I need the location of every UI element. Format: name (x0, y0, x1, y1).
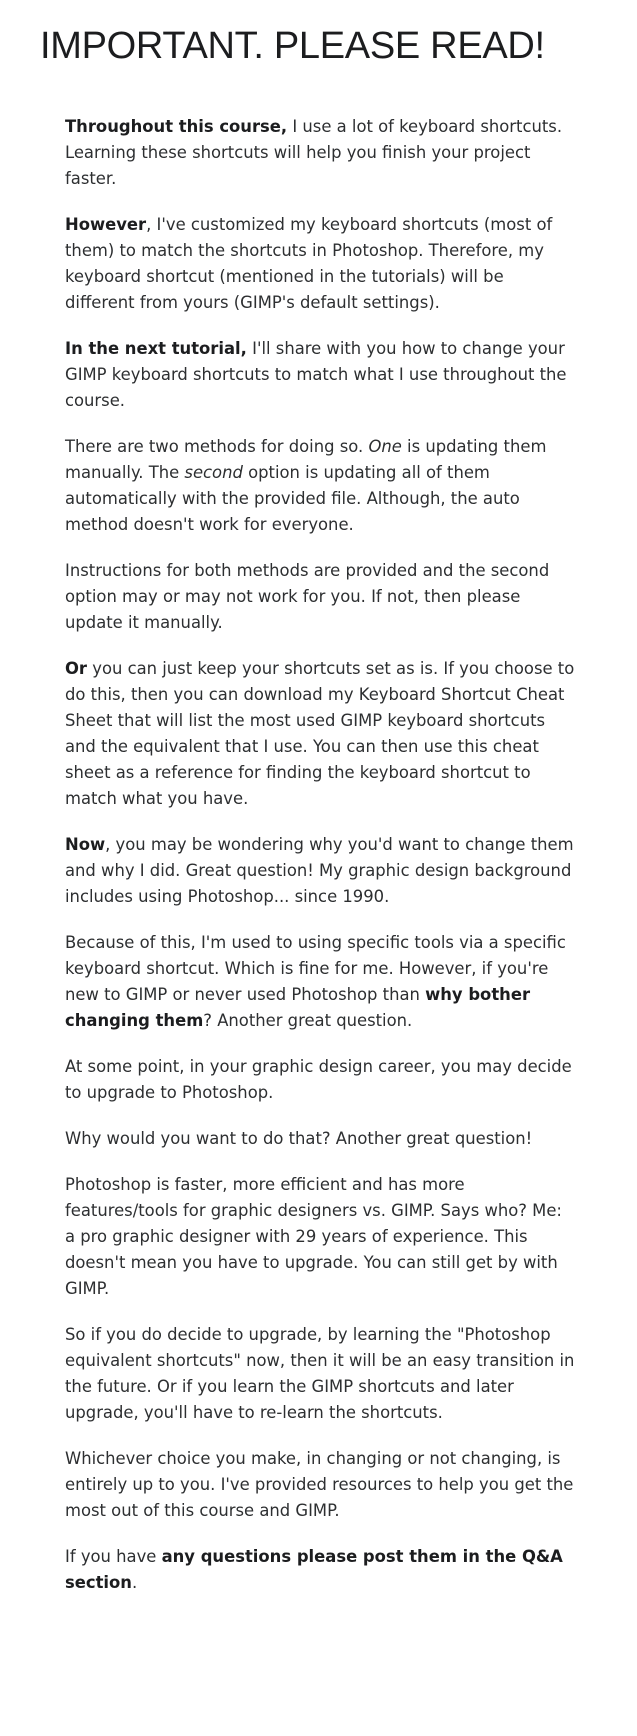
text-segment: Instructions for both methods are provided and the second option may or may not work for you. If not, then please update it manually. (65, 561, 550, 632)
italic-text: second (184, 463, 243, 482)
bold-text: any questions please post them in the Q&A section (65, 1547, 563, 1592)
text-segment: I'll share with you how to change your GIMP keyboard shortcuts to match what I use throughout the course. (65, 339, 567, 410)
bold-text: Throughout this course, (65, 117, 288, 136)
paragraph-cheat-sheet (65, 656, 575, 812)
text-segment: you can just keep your shortcuts set as is. If you choose to do this, then you can download my Keyboard Shortcut Cheat Sheet that will list the most used GIMP keyboard shortcuts and the equivalent that I use. You can then use this cheat sheet as a reference for finding the keyboard shortcut to match what you have. (65, 659, 575, 808)
paragraph-customized-shortcuts (65, 212, 575, 316)
text-segment: So if you do decide to upgrade, by learning the "Photoshop equivalent shortcuts" now, then it will be an easy transition in the future. Or if you learn the GIMP shortcuts and later upgrade, you'll have to re-learn the shortcuts. (65, 1325, 575, 1422)
paragraph-photoshop-faster (65, 1172, 575, 1302)
text-segment: If you have (65, 1547, 162, 1566)
paragraph-choice (65, 1446, 575, 1524)
text-segment: . (131, 1573, 138, 1592)
paragraph-next-tutorial (65, 336, 575, 414)
paragraph-upgrade (65, 1054, 575, 1106)
bold-text: why bother changing them (65, 985, 531, 1030)
italic-text: One (368, 437, 402, 456)
article-body (65, 114, 575, 1616)
bold-text: However (65, 215, 147, 234)
text-segment: , you may be wondering why you'd want to change them and why I did. Great question! My graphic design background includes using Photoshop... since 1990. (65, 835, 574, 906)
paragraph-why-change (65, 832, 575, 910)
text-segment: , I've customized my keyboard shortcuts (most of them) to match the shortcuts in Photoshop. Therefore, my keyboard shortcut (mentioned in the tutorials) will be different from yours (GIMP's default settings). (65, 215, 553, 312)
text-segment: Because of this, I'm used to using specific tools via a specific keyboard shortcut. Which is fine for me. However, if you're new to GIMP or never used Photoshop than (65, 933, 566, 1004)
paragraph-why-upgrade (65, 1126, 575, 1152)
text-segment: Why would you want to do that? Another great question! (65, 1129, 533, 1148)
paragraph-questions (65, 1544, 575, 1596)
page-title: IMPORTANT. PLEASE READ! (40, 25, 545, 67)
text-segment: Photoshop is faster, more efficient and has more features/tools for graphic designers vs. GIMP. Says who? Me: a pro graphic designer with 29 years of experience. This doesn't mean you have to upgrade. You can still get by with GIMP. (65, 1175, 562, 1298)
text-segment: is updating them manually. The (65, 437, 547, 482)
bold-text: Now (65, 835, 106, 854)
text-segment: option is updating all of them automatically with the provided file. Although, the auto method doesn't work for everyone. (65, 463, 520, 534)
text-segment: Whichever choice you make, in changing or not changing, is entirely up to you. I've provided resources to help you get the most out of this course and GIMP. (65, 1449, 574, 1520)
paragraph-shortcuts-intro (65, 114, 575, 192)
bold-text: In the next tutorial, (65, 339, 247, 358)
paragraph-instructions (65, 558, 575, 636)
paragraph-why-bother (65, 930, 575, 1034)
paragraph-two-methods (65, 434, 575, 538)
text-segment: There are two methods for doing so. (65, 437, 369, 456)
text-segment: I use a lot of keyboard shortcuts. Learning these shortcuts will help you finish your project faster. (65, 117, 563, 188)
text-segment: At some point, in your graphic design career, you may decide to upgrade to Photoshop. (65, 1057, 572, 1102)
bold-text: Or (65, 659, 88, 678)
text-segment: ? Another great question. (203, 1011, 413, 1030)
paragraph-transition (65, 1322, 575, 1426)
